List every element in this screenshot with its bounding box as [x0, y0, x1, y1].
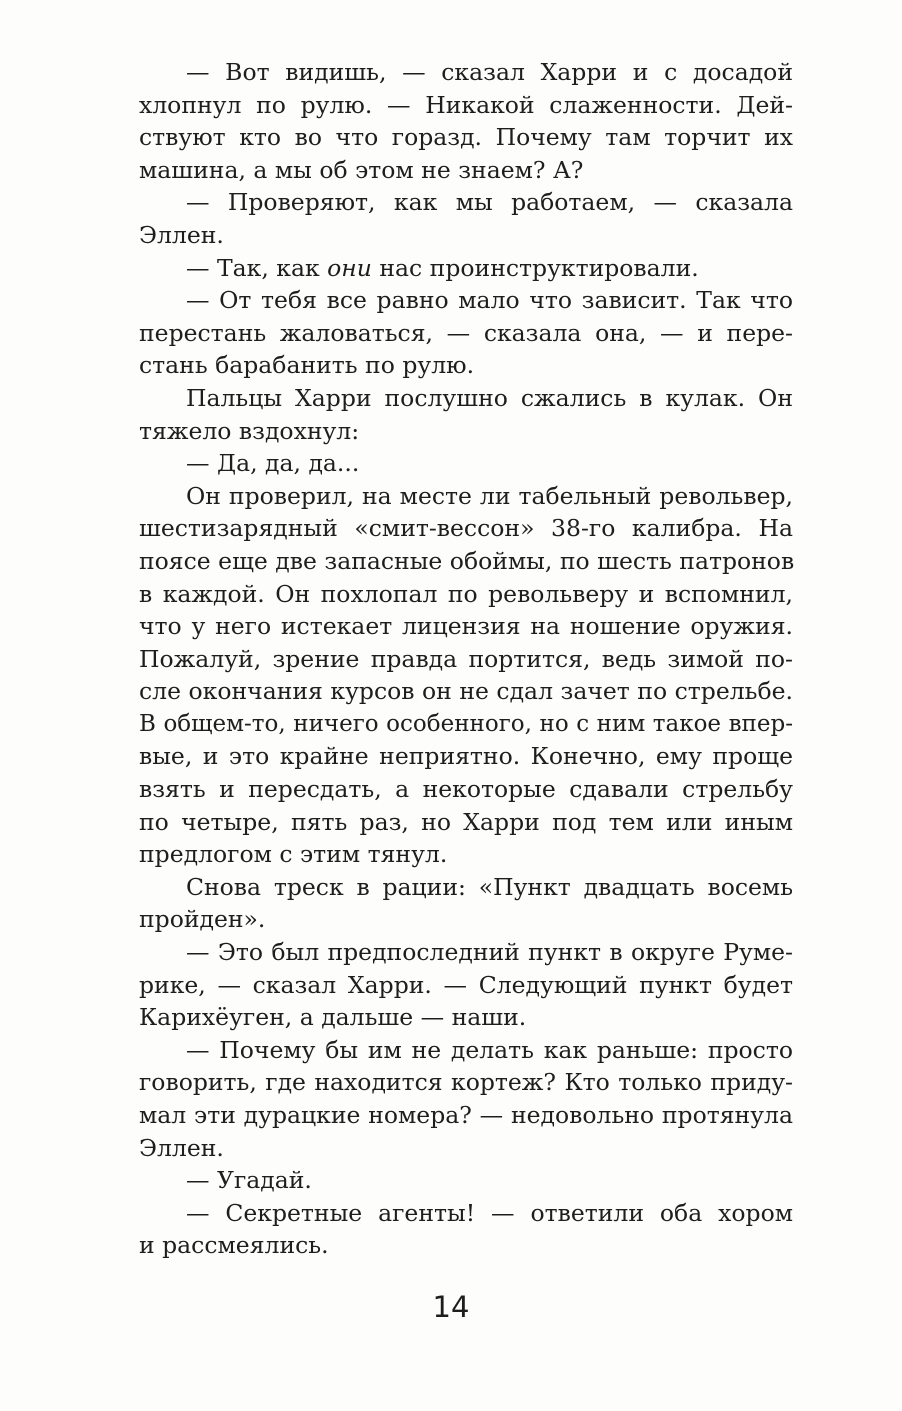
text-line: взять и пересдать, а некоторые сдавали стрельбу	[139, 775, 793, 804]
text-line: Эллен.	[139, 1133, 224, 1162]
text-line: — Почему бы им не делать как раньше: просто	[186, 1035, 793, 1064]
text-line: в каждой. Он похлопал по револьверу и вспомнил,	[139, 579, 793, 608]
text-line: говорить, где находится кортеж? Кто только приду-	[139, 1068, 793, 1097]
text-line: поясе еще две запасные обоймы, по шесть патронов	[139, 546, 795, 575]
text-line: Снова треск в рации: «Пункт двадцать восемь	[186, 872, 793, 901]
text-line: машина, а мы об этом не знаем? А?	[139, 155, 584, 184]
text-line: предлогом с этим тянул.	[139, 840, 448, 869]
text-line: — Да, да, да...	[186, 449, 360, 478]
text-line: Пожалуй, зрение правда портится, ведь зимой по-	[139, 644, 793, 673]
text-line: хлопнул по рулю. — Никакой слаженности. Дей-	[139, 90, 793, 119]
text-line: сле окончания курсов он не сдал зачет по стрельбе.	[139, 677, 793, 706]
text-line: вые, и это крайне неприятно. Конечно, ему проще	[139, 742, 793, 771]
text-line: стань барабанить по рулю.	[139, 351, 475, 380]
text-line: шестизарядный «смит-вессон» 38-го калибра. На	[139, 514, 793, 543]
text-line: — Угадай.	[186, 1166, 312, 1195]
text-line: и рассмеялись.	[139, 1231, 329, 1260]
text-line: — Проверяют, как мы работаем, — сказала	[186, 188, 793, 217]
text-line: Пальцы Харри послушно сжались в кулак. Он	[186, 383, 793, 412]
text-line: мал эти дурацкие номера? — недовольно протянула	[139, 1101, 793, 1129]
page-number: 14	[432, 1290, 470, 1324]
text-line: Он проверил, на месте ли табельный револьвер,	[186, 481, 793, 510]
text-line: — Секретные агенты! — ответили оба хором	[186, 1198, 793, 1227]
text-line: — Вот видишь, — сказал Харри и с досадой	[186, 58, 793, 86]
text-line: Эллен.	[139, 220, 224, 249]
text-line: — Это был предпоследний пункт в округе Руме-	[186, 938, 793, 967]
text-line: пройден».	[139, 905, 266, 934]
text-line: тяжело вздохнул:	[139, 416, 360, 445]
body-text	[139, 56, 793, 1262]
emphasis: они	[327, 253, 372, 282]
text-line: В общем-то, ничего особенного, но с ним такое впер-	[139, 710, 793, 737]
text-line: Карихёуген, а дальше — наши.	[139, 1003, 527, 1032]
text-line: что у него истекает лицензия на ношение оружия.	[139, 612, 793, 641]
text-line: перестань жаловаться, — сказала она, — и пере-	[139, 318, 793, 347]
text-line: по четыре, пять раз, но Харри под тем или иным	[139, 807, 793, 836]
text-line: ствуют кто во что горазд. Почему там торчит их	[139, 123, 793, 152]
text-line: — От тебя все равно мало что зависит. Так что	[186, 286, 793, 315]
text-line: рике, — сказал Харри. — Следующий пункт будет	[139, 970, 793, 999]
text-line: — Так, как они нас проинструктировали.	[186, 253, 699, 282]
